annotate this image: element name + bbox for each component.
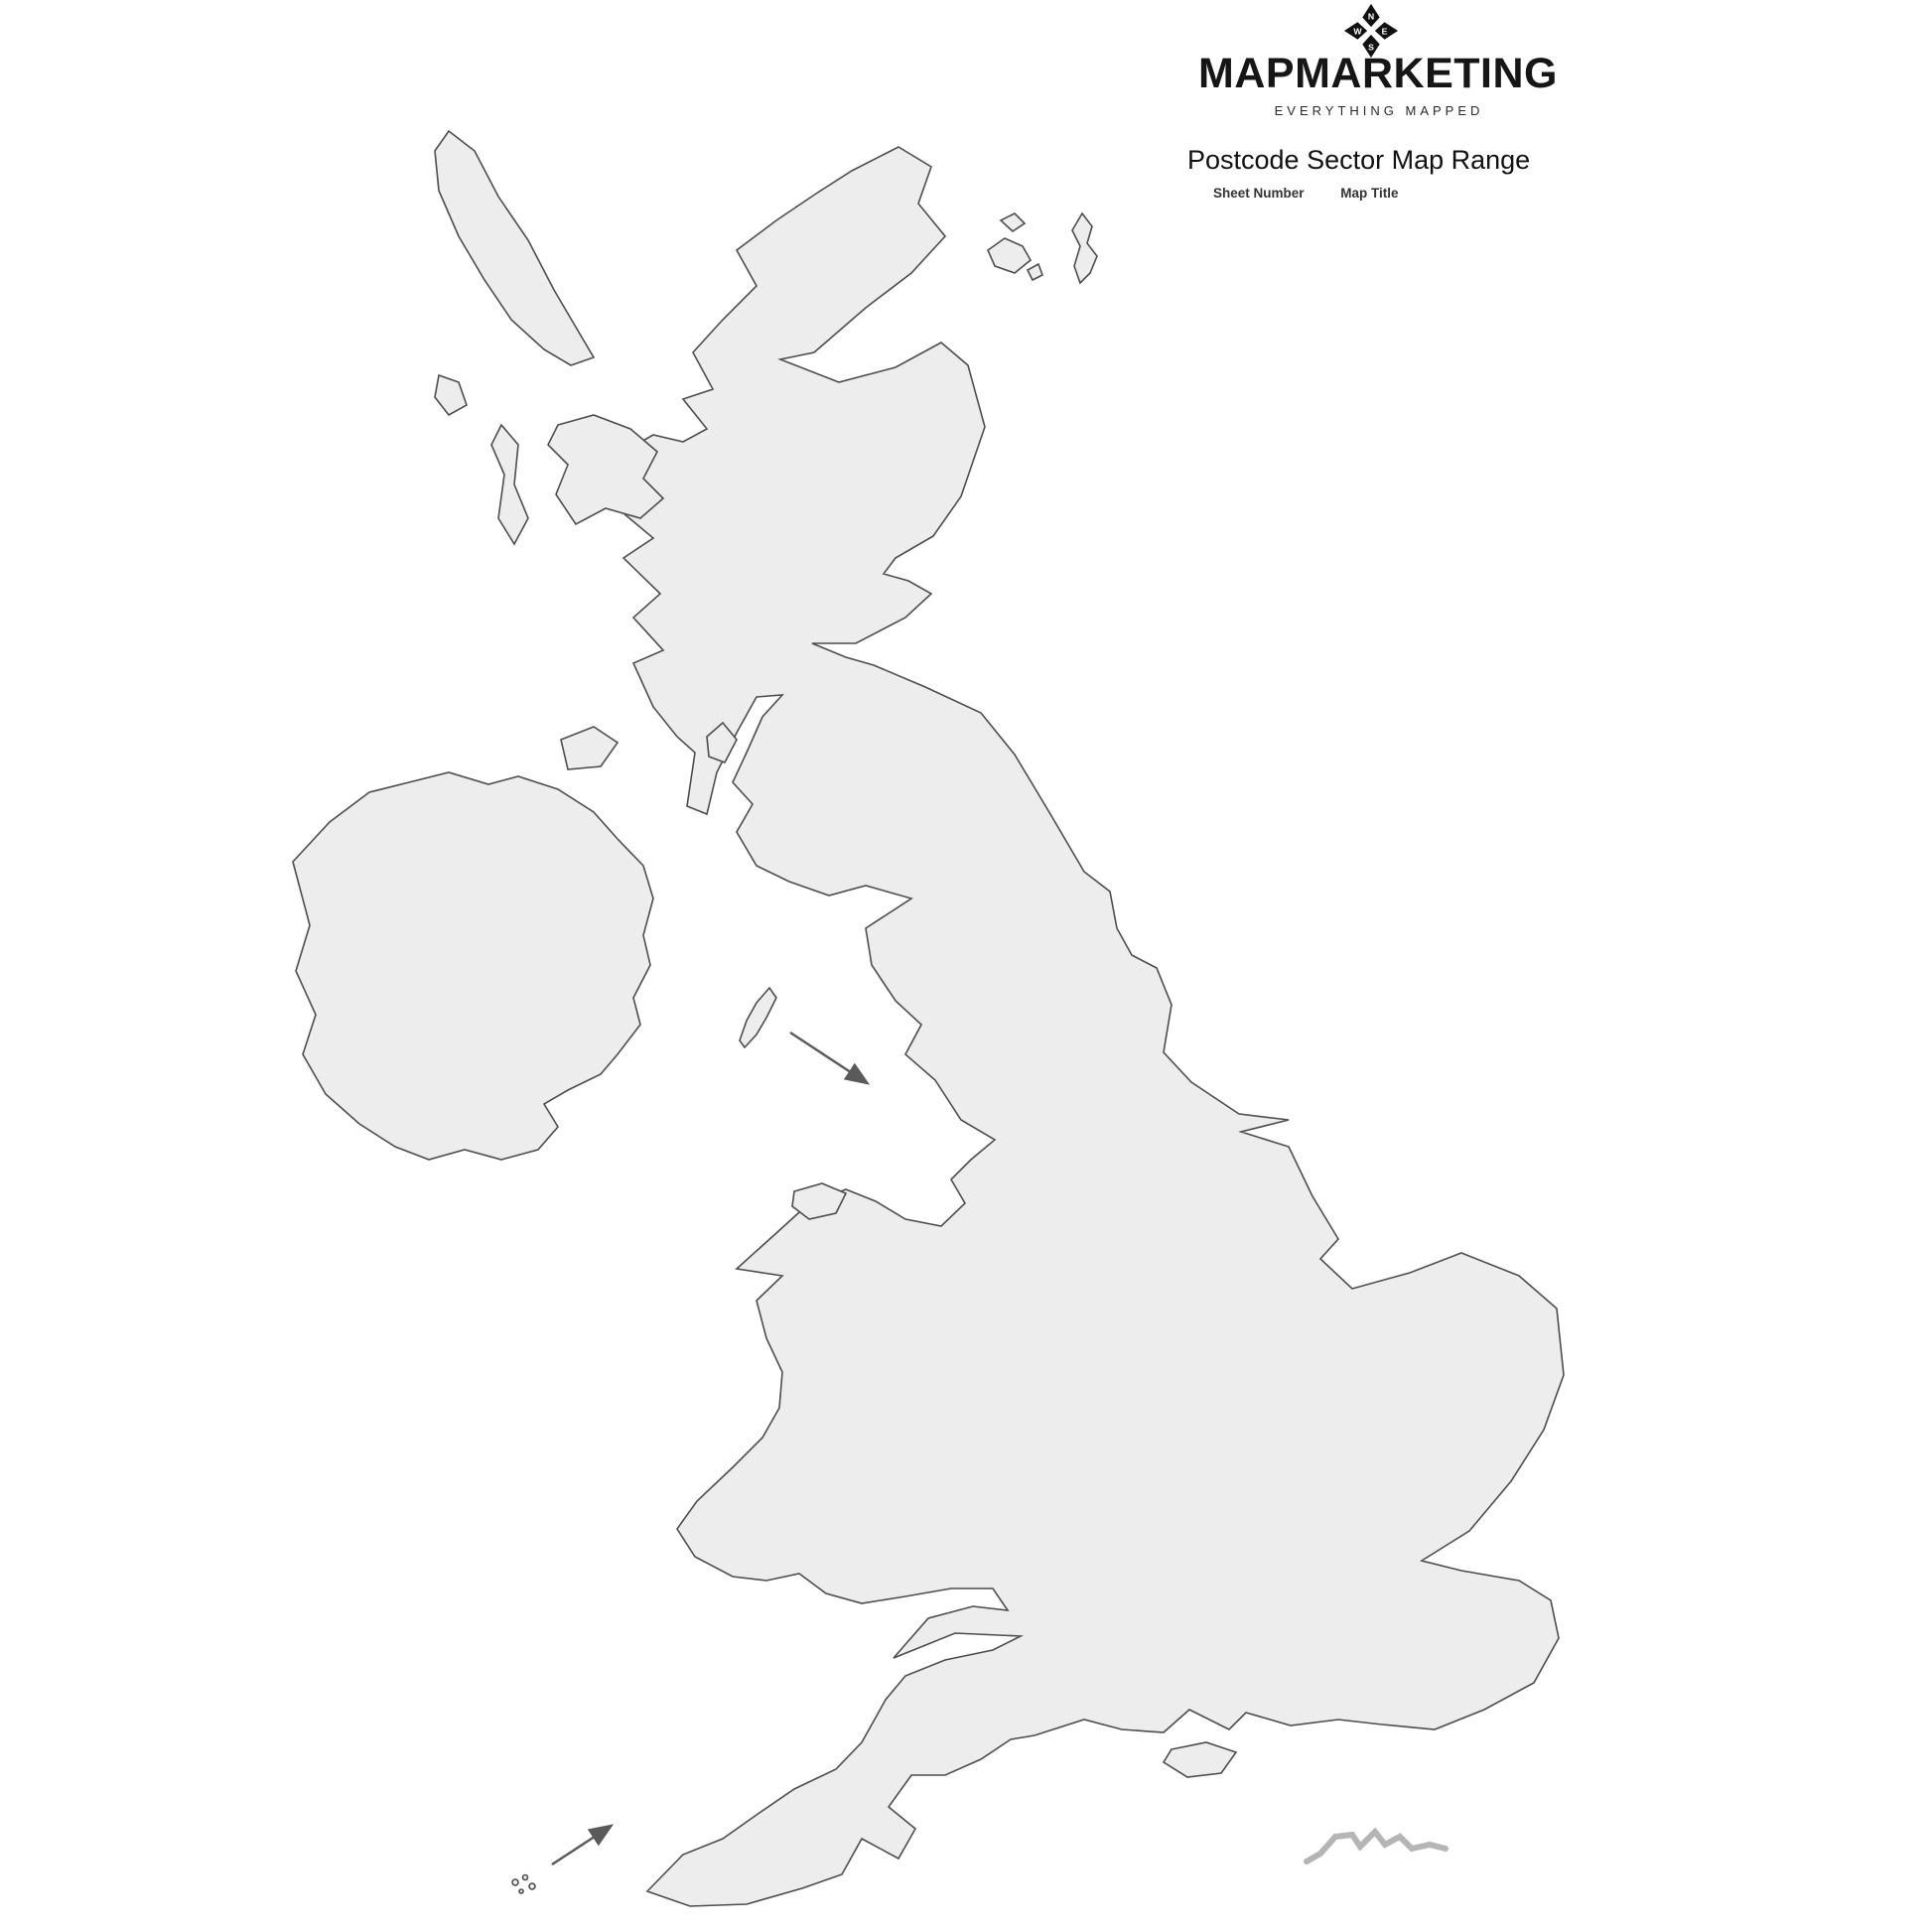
svg-text:E: E — [1381, 26, 1388, 37]
svg-text:W: W — [1353, 26, 1362, 37]
svg-text:S: S — [1368, 42, 1374, 53]
hebrides-south-islet — [435, 375, 467, 415]
legend-column-headers — [1187, 186, 1399, 201]
ireland-outline — [293, 772, 653, 1160]
scilly-isles-dot — [512, 1879, 518, 1885]
shetland-outline — [1072, 213, 1097, 283]
orkney-outline — [988, 213, 1042, 280]
scilly-pointer-arrow — [552, 1827, 610, 1864]
islay-outline — [561, 727, 618, 769]
brand-wordmark: MAPMARKETING — [1198, 50, 1558, 97]
thames-river-line — [1307, 1832, 1446, 1862]
uist-outline — [491, 425, 528, 544]
legend-col-map-title: Map Title — [1340, 186, 1399, 201]
legend-col-sheet-number: Sheet Number — [1213, 186, 1305, 201]
isle-of-man-outline — [740, 988, 776, 1047]
scilly-isles-dot — [523, 1875, 528, 1880]
skye-outline — [548, 415, 663, 524]
legend-title: Postcode Sector Map Range — [1187, 145, 1531, 175]
brand-tagline: EVERYTHING MAPPED — [1274, 103, 1484, 118]
scilly-isles-dot — [529, 1883, 535, 1889]
isle-of-wight-outline — [1164, 1742, 1236, 1777]
isle-of-man-pointer-arrow — [790, 1033, 866, 1082]
outer-hebrides-outline — [435, 131, 594, 365]
svg-text:N: N — [1367, 11, 1375, 22]
scilly-isles-dot — [519, 1889, 523, 1893]
